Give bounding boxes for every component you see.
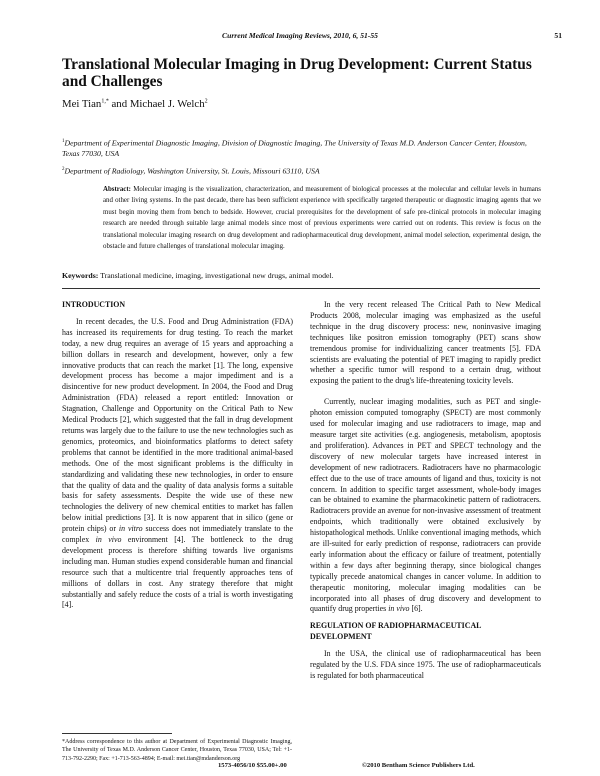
paragraph-text: [6]. <box>409 604 423 614</box>
author-name: Michael J. Welch <box>129 98 205 110</box>
copyright-notice: ©2010 Bentham Science Publishers Ltd. <box>362 762 475 769</box>
correspondence-footnote: *Address correspondence to this author at Department of Experimental Diagnostic Imaging, The University of Texas M.D. Anderson Cancer Center, Houston, Texas 77030, USA; Tel: +1-713-792-2290; Fax: +1-713-563-4894; E-mail: mei.tian@mdanderson.org <box>62 739 292 762</box>
footnote-divider <box>62 733 172 734</box>
page-number: 51 <box>554 31 562 40</box>
body-paragraph: In the USA, the clinical use of radiopharmaceutical has been regulated by the U.S. FDA since 1975. The use of radiopharmaceuticals is regulated for both pharmaceutical <box>310 649 541 680</box>
author-sup: 2 <box>204 98 208 105</box>
author-sup: 1,* <box>101 98 109 105</box>
paragraph-text: In recent decades, the U.S. Food and Drug Administration (FDA) has increased its requirements for drug testing. To reach the market today, a new drug requires an average of 15 years and approaching a billion dollars in research and development, however, only a few innovative products that can reach the market [1]. The long, expensive development process has become a major impediment and is a disincentive for new product development. In 2004, the Food and Drug Administration (FDA) released a report entitled: Innovation or Stagnation, Challenge and Opportunity on the Critical Path to New Medical Products [2], which suggested that the fall in drug development returns was largely due to the failure to use the new technologies such as genomics, proteomics, and bioinformatics platforms to detect safety problems that cannot be identified in the more traditional animal-based methods. One of the most significant problems is the difficulty in standardizing and validating these new technologies, in order to ensure that the quality of data and the quality of data analysis forms a suitable basis for safety assessments. Despite the wide use of these new technologies the delivery of new chemical entities to market has fallen below initial predictions [3]. It is now apparent that in silico (gene or protein chips) or <box>62 316 293 534</box>
body-paragraph <box>62 317 293 611</box>
section-heading: INTRODUCTION <box>62 300 126 309</box>
left-column <box>62 300 293 611</box>
issn-price: 1573-4056/10 $55.00+.00 <box>218 762 287 769</box>
body-paragraph: In the very recent released The Critical Path to New Medical Products 2008, molecular imaging was emphasized as the useful technique in the drug discovery process: new, noninvasive imaging techniques like positron emission tomography (PET) scans show tremendous promise for individualizing cancer treatments [5]. FDA scientists are evaluating the potential of PET imaging to rapidly predict whether a specific tumor will respond to a certain drug, without exposing the patient to the drug's life-threatening toxicity levels. <box>310 300 541 386</box>
abstract-label: Abstract: <box>103 186 131 193</box>
abstract-text: Molecular imaging is the visualization, characterization, and measurement of biological processes at the molecular and cellular levels in humans and other living systems. In the past decade, there has been sufficient experience with specifically targeted therapeutic or diagnostic imaging agents that we must begin moving them from bench to bedside. However, crucial prerequisites for the development of safe pre-clinical protocols in molecular imaging research are needed through suitable large animal models since most of previous experiments were carried out on rodents. This review is focus on the translational molecular imaging research on drug development and radiopharmaceutical drug development, animal model selection, experimental design, the obstacle and future challenges of translational molecular imaging. <box>103 186 541 251</box>
affiliation-text: Department of Radiology, Washington University, St. Louis, Missouri 63110, USA <box>64 166 320 176</box>
affiliation <box>62 137 542 159</box>
paragraph-text: success does not immediately translate to the complex <box>62 524 294 545</box>
running-header: Current Medical Imaging Reviews, 2010, 6, 51-55 <box>222 31 378 40</box>
affiliation-sup: 1 <box>62 139 65 144</box>
keywords <box>62 271 542 280</box>
italic-term: in vivo <box>388 604 410 614</box>
paragraph-text: environment [4]. The bottleneck to the drug development process is therefore shifting towards live organisms including man. Human studies expend considerable human and financial resource such that a multicentre trial frequently approaches tens of millions of dollars in cost. Any strategy therefore that might substantially and safely reduce the costs of a trial is worth investigating [4]. <box>62 535 294 610</box>
author-name: Mei Tian <box>62 98 102 110</box>
affiliation-text: Department of Experimental Diagnostic Imaging, Division of Diagnostic Imaging, The University of Texas M.D. Anderson Cancer Center, Houston, Texas 77030, USA <box>62 138 527 158</box>
affiliation <box>62 165 542 177</box>
keywords-label: Keywords: <box>62 271 99 280</box>
author-connector: and <box>108 98 130 110</box>
section-divider <box>62 288 540 289</box>
author-list <box>62 98 208 110</box>
affiliation-sup: 2 <box>62 167 65 172</box>
italic-term: in vivo <box>95 535 122 545</box>
article-title: Translational Molecular Imaging in Drug Development: Current Status and Challenges <box>62 56 532 90</box>
section-heading: REGULATION OF RADIOPHARMACEUTICAL DEVELOPMENT <box>310 621 481 642</box>
right-column <box>310 300 541 682</box>
paragraph-text: Currently, nuclear imaging modalities, such as PET and single-photon emission computed tomography (SPECT) are most commonly used for molecular imaging and use radiotracers to image, map and measure target site activities (e.g. angiogenesis, metabolism, apoptosis and proliferation). Advances in PET and SPECT technology and the discovery of new molecular targets have increased interest in development of new radiotracers. Radiotracers have no pharmacologic effect due to the use of trace amounts of ligand and thus, toxicity is not concern. In addition to specific target assessment, whole-body images can be obtained to examine the pharmacokinetic pattern of radiotracers. Radiotracers provide an avenue for non-invasive assessment of treatment endpoints, which traditionally were obtained exclusively by histopathological methods. Unlike conventional imaging methods, which are ill-suited for early prediction of response, radiotracers can provide early information about the efficacy or failure of treatment, potentially within a few days after beginning therapy, since biological changes typically precede anatomical changes in cancer volume. In addition to therapeutic monitoring, molecular imaging modalities can be incorporated into all phases of drug discovery and development to quantify drug properties <box>310 397 541 614</box>
body-paragraph <box>310 397 541 615</box>
keywords-text: Translational medicine, imaging, investigational new drugs, animal model. <box>100 271 334 280</box>
abstract <box>103 184 541 252</box>
italic-term: in vitro <box>118 524 143 534</box>
